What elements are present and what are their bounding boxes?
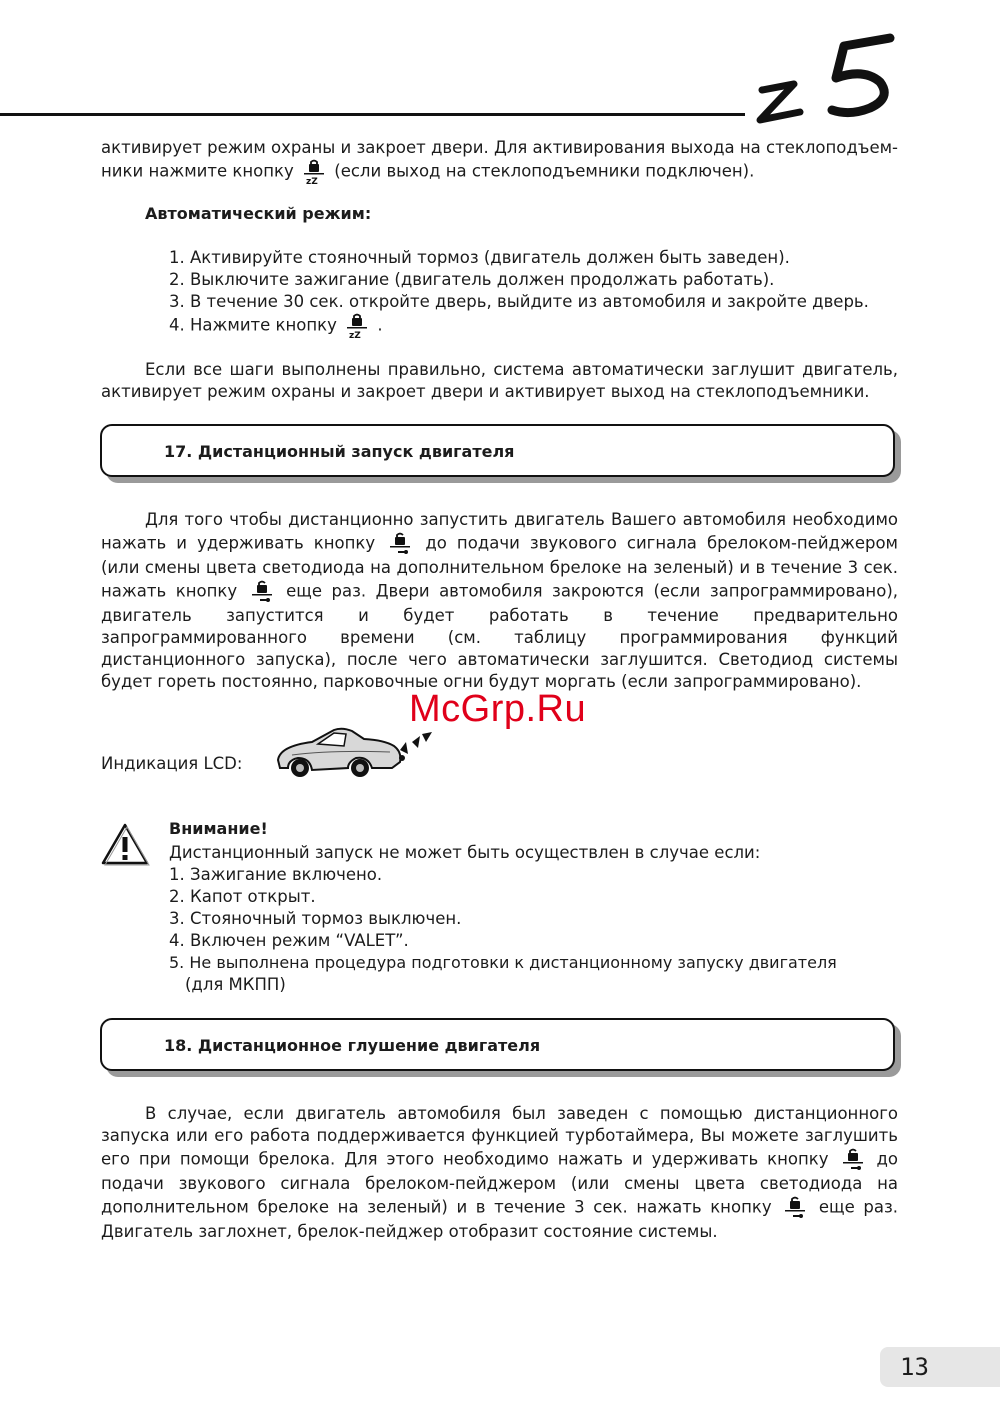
page-number: 13 bbox=[900, 1353, 929, 1381]
section-title: 18. Дистанционное глушение двигателя bbox=[164, 1036, 541, 1055]
lock-key-icon bbox=[784, 1195, 806, 1221]
svg-text:zZ: zZ bbox=[349, 331, 361, 339]
intro-paragraph: активирует режим охраны и закроет двери. Для активирования выхода на стеклоподъем-ники нажмите кнопку zZ (если выход на стеклоподъемники подключен). bbox=[101, 138, 898, 185]
list-item: 5. Не выполнена процедура подготовки к дистанционному запуску двигателя bbox=[169, 953, 837, 972]
svg-text:zZ: zZ bbox=[306, 177, 318, 185]
lock-key-icon bbox=[842, 1147, 864, 1173]
section-18-paragraph: В случае, если двигатель автомобиля был заведен с помощью дистанционного запуска или его работа поддерживается функцией турботаймера, Вы можете заглушить его при помощи брелока. Для этого необходимо нажать и удерживать кнопку до подачи звукового сигнала брелоком-пейджером (или смены цвета светодиода на дополнительном брелоке на зеленый) и в течение 3 сек. нажать кнопку еще раз. Двигатель заглохнет, брелок-пейджер отобразит состояние системы. bbox=[101, 1104, 899, 1241]
warning-intro: Дистанционный запуск не может быть осуществлен в случае если: bbox=[169, 843, 761, 862]
section-title: 17. Дистанционный запуск двигателя bbox=[164, 442, 515, 461]
list-item: (для МКПП) bbox=[185, 975, 286, 994]
list-item: 4. Нажмите кнопку zZ . bbox=[169, 313, 869, 339]
lock-zz-icon bbox=[346, 313, 368, 339]
list-item: 4. Включен режим “VALET”. bbox=[169, 931, 409, 950]
lock-key-icon bbox=[251, 579, 273, 605]
page-number-tab bbox=[880, 1347, 1000, 1387]
list-item: 3. Стояночный тормоз выключен. bbox=[169, 909, 462, 928]
convertible-car-icon bbox=[272, 722, 442, 784]
list-item: 2. Капот открыт. bbox=[169, 887, 316, 906]
watermark: McGrp.Ru bbox=[409, 688, 587, 730]
auto-mode-steps bbox=[169, 247, 869, 339]
auto-mode-result: Если все шаги выполнены правильно, система автоматически заглушит двигатель, активирует режим охраны и закроет двери и активирует выход на стеклоподъемники. bbox=[101, 360, 898, 401]
lcd-label: Индикация LCD: bbox=[101, 754, 243, 773]
header-rule bbox=[0, 113, 745, 116]
list-item: 2. Выключите зажигание (двигатель должен продолжать работать). bbox=[169, 270, 775, 289]
section-17-header bbox=[100, 424, 895, 477]
section-18-header bbox=[100, 1018, 895, 1071]
list-item: 1. Зажигание включено. bbox=[169, 865, 383, 884]
list-item: 1. Активируйте стояночный тормоз (двигатель должен быть заведен). bbox=[169, 248, 790, 267]
lock-zz-icon bbox=[303, 159, 325, 185]
lock-key-icon bbox=[389, 531, 411, 557]
z5-logo-icon bbox=[752, 28, 902, 128]
logo bbox=[752, 28, 902, 128]
list-item: 3. В течение 30 сек. откройте дверь, выйдите из автомобиля и закройте дверь. bbox=[169, 292, 869, 311]
warning-title: Внимание! bbox=[169, 819, 268, 838]
section-17-paragraph: Для того чтобы дистанционно запустить двигатель Вашего автомобиля необходимо нажать и удерживать кнопку до подачи звукового сигнала брелоком-пейджером (или смены цвета светодиода на дополнительном брелоке на зеленый) и в течение 3 сек. нажать кнопку еще раз. Двери автомобиля закроются (если запрограммировано), двигатель запустится и будет работать в течение предварительно запрограммированного времени (см. таблицу программирования функций дистанционного запуска), после чего автоматически заглушится. Светодиод системы будет гореть постоянно, парковочные огни будут моргать (если запрограммировано). bbox=[101, 510, 899, 691]
auto-mode-title: Автоматический режим: bbox=[145, 204, 372, 223]
warning-triangle-icon bbox=[100, 822, 150, 866]
warning-list bbox=[169, 864, 837, 996]
